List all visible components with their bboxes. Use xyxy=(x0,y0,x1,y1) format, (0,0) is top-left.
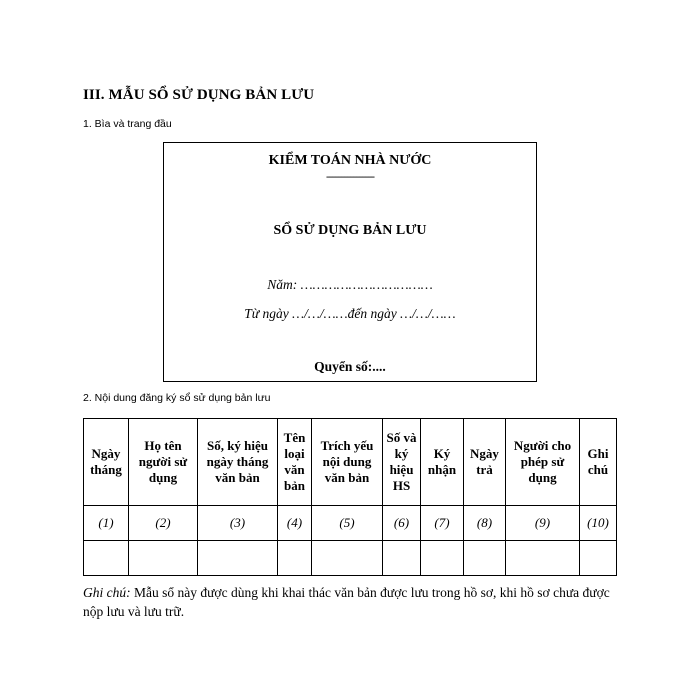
blank-cell xyxy=(506,541,580,576)
header-cell: Số, ký hiệu ngày tháng văn bản xyxy=(198,419,278,506)
section-heading: III. MẪU SỔ SỬ DỤNG BẢN LƯU xyxy=(83,87,315,103)
header-cell: Ghi chú xyxy=(580,419,617,506)
blank-cell xyxy=(278,541,312,576)
header-cell: Ký nhận xyxy=(421,419,464,506)
cover-title: SỔ SỬ DỤNG BẢN LƯU xyxy=(273,223,427,238)
column-number-cell: (2) xyxy=(129,506,198,541)
blank-cell xyxy=(464,541,506,576)
cover-org-name: KIỂM TOÁN NHÀ NƯỚC xyxy=(268,153,432,168)
column-number-cell: (7) xyxy=(421,506,464,541)
column-number-cell: (8) xyxy=(464,506,506,541)
note-label: Ghi chú: xyxy=(83,585,131,600)
header-cell: Tên loại văn bản xyxy=(278,419,312,506)
header-cell: Họ tên người sử dụng xyxy=(129,419,198,506)
table-header-row xyxy=(84,419,617,506)
header-cell: Ngày trả xyxy=(464,419,506,506)
note-text: Mẫu sổ này được dùng khi khai thác văn bản được lưu trong hồ sơ, khi hồ sơ chưa được nộp lưu và lưu trữ. xyxy=(83,585,610,619)
column-number-cell: (1) xyxy=(84,506,129,541)
cover-year-line: Năm: …………………………… xyxy=(267,277,433,292)
cover-divider: ---------------- xyxy=(326,169,374,183)
column-number-cell: (3) xyxy=(198,506,278,541)
column-number-cell: (5) xyxy=(312,506,383,541)
blank-cell xyxy=(198,541,278,576)
column-number-cell: (4) xyxy=(278,506,312,541)
blank-cell xyxy=(129,541,198,576)
blank-cell xyxy=(383,541,421,576)
cover-date-range-line: Từ ngày …/…/……đến ngày …/…/…… xyxy=(244,306,456,321)
table-number-row xyxy=(84,506,617,541)
header-cell: Ngày tháng xyxy=(84,419,129,506)
column-number-cell: (6) xyxy=(383,506,421,541)
note-paragraph xyxy=(83,583,623,621)
column-number-cell: (10) xyxy=(580,506,617,541)
blank-cell xyxy=(312,541,383,576)
table-blank-row xyxy=(84,541,617,576)
blank-cell xyxy=(84,541,129,576)
cover-section-label: 1. Bìa và trang đầu xyxy=(83,118,172,130)
column-number-cell: (9) xyxy=(506,506,580,541)
cover-volume-line: Quyển số:.... xyxy=(314,359,386,374)
cover-page-box xyxy=(163,142,537,382)
blank-cell xyxy=(421,541,464,576)
blank-cell xyxy=(580,541,617,576)
header-cell: Người cho phép sử dụng xyxy=(506,419,580,506)
header-cell: Trích yếu nội dung văn bản xyxy=(312,419,383,506)
register-section-label: 2. Nội dung đăng ký sổ sử dụng bản lưu xyxy=(83,392,271,404)
register-table xyxy=(83,418,617,576)
header-cell: Số và ký hiệu HS xyxy=(383,419,421,506)
